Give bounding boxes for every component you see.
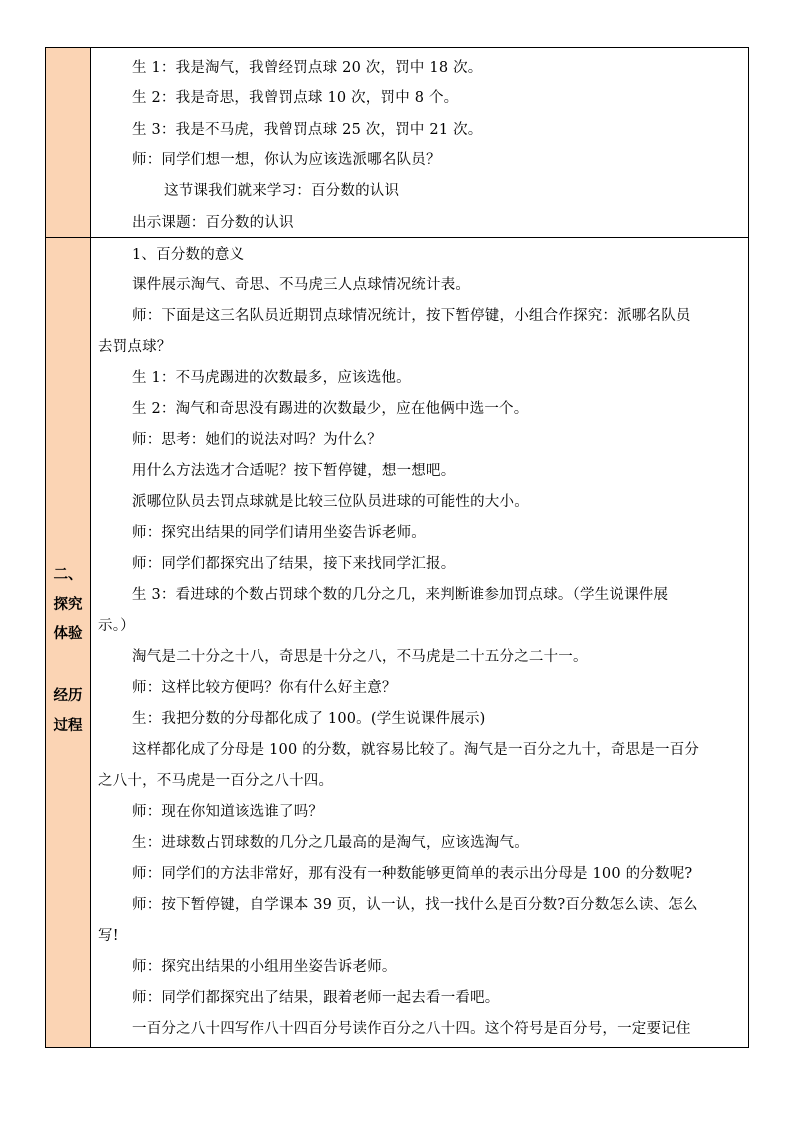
section-label: 探究 <box>53 597 83 613</box>
section-label: 二、 <box>53 567 83 583</box>
table-row-intro <box>46 48 748 238</box>
text-line: 之八十，不马虎是一百分之八十四。 <box>98 773 334 789</box>
row-label-cell <box>46 48 91 237</box>
text-line: 1、百分数的意义 <box>132 247 245 263</box>
text-line: 师：同学们想一想，你认为应该选派哪名队员？ <box>132 152 441 168</box>
text-line: 用什么方法选才合适呢？按下暂停键，想一想吧。 <box>132 463 456 479</box>
explore-content-cell <box>92 238 748 1047</box>
lesson-table <box>45 47 749 1048</box>
text-line: 示。） <box>98 618 135 634</box>
text-line: 生 1：不马虎踢进的次数最多，应该选他。 <box>132 370 411 386</box>
text-line: 派哪位队员去罚点球就是比较三位队员进球的可能性的大小。 <box>132 494 529 510</box>
text-line: 去罚点球？ <box>98 339 172 355</box>
text-line: 生：我把分数的分母都化成了 100。(学生说课件展示) <box>132 711 486 727</box>
text-line: 师：这样比较方便吗？你有什么好主意？ <box>132 680 397 696</box>
text-line: 生 3：我是不马虎，我曾罚点球 25 次，罚中 21 次。 <box>132 122 483 138</box>
text-line: 师：同学们都探究出了结果，跟着老师一起去看一看吧。 <box>132 990 500 1006</box>
text-line: 一百分之八十四写作八十四百分号读作百分之八十四。这个符号是百分号，一定要记住 <box>132 1021 691 1037</box>
text-line: 生：进球数占罚球数的几分之几最高的是淘气，应该选淘气。 <box>132 835 529 851</box>
section-label: 经历 <box>53 688 83 704</box>
section-label: 过程 <box>53 718 83 734</box>
text-line: 生 3：看进球的个数占罚球个数的几分之几，来判断谁参加罚点球。（学生说课件展 <box>132 587 669 603</box>
text-line: 师：探究出结果的同学们请用坐姿告诉老师。 <box>132 525 426 541</box>
text-line: 生 2：我是奇思，我曾罚点球 10 次，罚中 8 个。 <box>132 90 459 106</box>
text-line: 师：探究出结果的小组用坐姿告诉老师。 <box>132 959 397 975</box>
section-label: 体验 <box>53 626 83 642</box>
text-line: 生 2：淘气和奇思没有踢进的次数最少，应在他俩中选一个。 <box>132 401 529 417</box>
text-line: 师：现在你知道该选谁了吗？ <box>132 804 324 820</box>
text-line: 师：下面是这三名队员近期罚点球情况统计，按下暂停键，小组合作探究：派哪名队员 <box>132 308 691 324</box>
text-line: 生 1：我是淘气，我曾经罚点球 20 次，罚中 18 次。 <box>132 60 483 76</box>
text-line: 师：思考：她们的说法对吗？为什么？ <box>132 432 382 448</box>
text-line: 课件展示淘气、奇思、不马虎三人点球情况统计表。 <box>132 277 471 293</box>
text-line: 写! <box>98 928 119 944</box>
table-row-explore <box>46 238 748 1047</box>
intro-content-cell <box>92 48 748 237</box>
text-line: 师：同学们都探究出了结果，接下来找同学汇报。 <box>132 556 456 572</box>
text-line: 淘气是二十分之十八，奇思是十分之八，不马虎是二十五分之二十一。 <box>132 649 588 665</box>
text-line: 师：同学们的方法非常好，那有没有一种数能够更简单的表示出分母是 100 的分数呢? <box>132 866 693 882</box>
text-line: 出示课题：百分数的认识 <box>132 215 294 231</box>
text-line: 这样都化成了分母是 100 的分数，就容易比较了。淘气是一百分之九十，奇思是一百分 <box>132 742 700 758</box>
text-line: 这节课我们就来学习：百分数的认识 <box>164 183 400 199</box>
text-line: 师：按下暂停键，自学课本 39 页，认一认，找一找什么是百分数?百分数怎么读、怎么 <box>132 897 698 913</box>
row-label-cell <box>46 238 91 1047</box>
